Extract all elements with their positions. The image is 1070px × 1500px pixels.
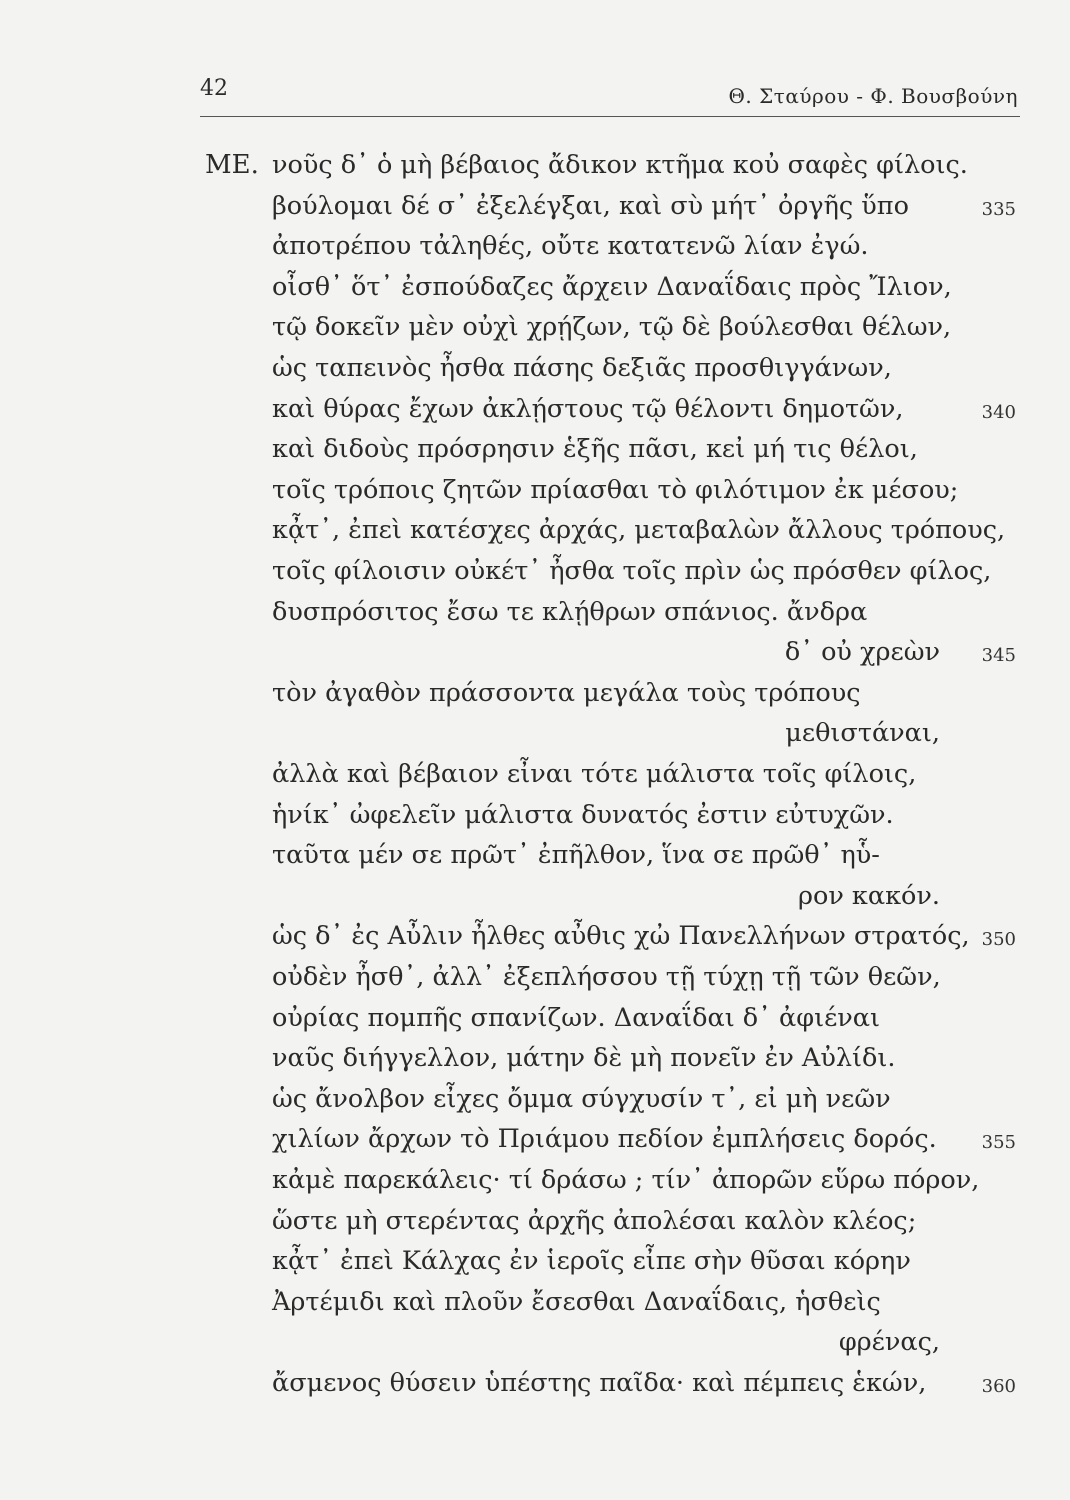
line-number: 350 bbox=[981, 929, 1016, 951]
page-number: 42 bbox=[200, 76, 228, 101]
verse-line: κᾆτ᾽, ἐπεὶ κατέσχες ἀρχάς, μεταβαλὼν ἄλλους τρόπους, bbox=[272, 515, 1006, 546]
verse-line: τῷ δοκεῖν μὲν οὐχὶ χρῄζων, τῷ δὲ βούλεσθαι θέλων, bbox=[272, 312, 952, 343]
line-number: 360 bbox=[981, 1376, 1016, 1397]
verse-line: καὶ διδοὺς πρόσρησιν ἑξῆς πᾶσι, κεἰ μή τις θέλοι, bbox=[272, 434, 918, 465]
verse-line: μεθιστάναι, bbox=[785, 718, 940, 749]
verse-line: τὸν ἀγαθὸν πράσσοντα μεγάλα τοὺς τρόπους bbox=[272, 677, 861, 708]
verse-line: οἶσθ᾽ ὅτ᾽ ἐσπούδαζες ἄρχειν Δαναΐδαις πρὸς Ἴλιον, bbox=[272, 271, 952, 302]
line-number: 340 bbox=[981, 401, 1016, 423]
verse-line: ἡνίκ᾽ ὠφελεῖν μάλιστα δυνατός ἐστιν εὐτυχῶν. bbox=[272, 799, 894, 830]
line-number: 345 bbox=[981, 645, 1016, 667]
verse-line: ἀποτρέπου τἀληθές, οὔτε κατατενῶ λίαν ἐγώ. bbox=[272, 231, 869, 262]
header-rule bbox=[200, 116, 1020, 117]
verse-line: κἀμὲ παρεκάλεις· τί δράσω ; τίν᾽ ἀπορῶν εὕρω πόρον, bbox=[272, 1165, 980, 1195]
verse-line: καὶ θύρας ἔχων ἀκλῄστους τῷ θέλοντι δημοτῶν, bbox=[272, 393, 904, 424]
verse-line: χιλίων ἄρχων τὸ Πριάμου πεδίον ἐμπλήσεις δορός. bbox=[272, 1124, 937, 1155]
verse-line: τοῖς τρόποις ζητῶν πρίασθαι τὸ φιλότιμον ἐκ μέσου; bbox=[272, 474, 959, 505]
verse-line: ὥστε μὴ στερέντας ἀρχῆς ἀπολέσαι καλὸν κλέος; bbox=[272, 1205, 917, 1236]
speaker-label: ΜΕ. bbox=[205, 150, 259, 180]
verse-line: οὐδὲν ἦσθ᾽, ἀλλ᾽ ἐξεπλήσσου τῇ τύχῃ τῇ τῶν θεῶν, bbox=[272, 962, 941, 992]
verse-line: δ᾽ οὐ χρεὼν bbox=[784, 637, 940, 668]
verse-line: ὡς ἄνολβον εἶχες ὄμμα σύγχυσίν τ᾽, εἰ μὴ νεῶν bbox=[272, 1083, 891, 1114]
verse-line: βούλομαι δέ σ᾽ ἐξελέγξαι, καὶ σὺ μήτ᾽ ὀργῆς ὕπο bbox=[272, 190, 909, 221]
line-number: 335 bbox=[981, 198, 1016, 220]
verse-line: τοῖς φίλοισιν οὐκέτ᾽ ἦσθα τοῖς πρὶν ὡς πρόσθεν φίλος, bbox=[272, 556, 992, 586]
verse-line: κᾆτ᾽ ἐπεὶ Κάλχας ἐν ἱεροῖς εἶπε σὴν θῦσαι κόρην bbox=[272, 1246, 911, 1277]
running-head: Θ. Σταύρου - Φ. Βουσβούνη bbox=[728, 84, 1018, 108]
verse-line: δυσπρόσιτος ἔσω τε κλῄθρων σπάνιος. ἄνδρα bbox=[272, 596, 868, 627]
verse-line: ρον κακόν. bbox=[797, 880, 940, 911]
verse-line: ταῦτα μέν σε πρῶτ᾽ ἐπῆλθον, ἵνα σε πρῶθ᾽ ηὗ- bbox=[272, 840, 880, 871]
verse-line: ἀλλὰ καὶ βέβαιον εἶναι τότε μάλιστα τοῖς φίλοις, bbox=[272, 759, 917, 789]
verse-line: ναῦς διήγγελλον, μάτην δὲ μὴ πονεῖν ἐν Αὐλίδι. bbox=[272, 1043, 896, 1074]
page-header bbox=[200, 70, 1020, 120]
verse-line: ὡς ταπεινὸς ἦσθα πάσης δεξιᾶς προσθιγγάνων, bbox=[272, 353, 892, 383]
verse-line: νοῦς δ᾽ ὁ μὴ βέβαιος ἄδικον κτῆμα κοὐ σαφὲς φίλοις. bbox=[272, 150, 968, 180]
line-number: 355 bbox=[981, 1132, 1016, 1154]
verse-line: οὐρίας πομπῆς σπανίζων. Δαναΐδαι δ᾽ ἀφιέναι bbox=[272, 1002, 881, 1033]
verse-line: φρένας, bbox=[838, 1327, 940, 1358]
verse-line: Ἀρτέμιδι καὶ πλοῦν ἔσεσθαι Δαναΐδαις, ἡσθεὶς bbox=[272, 1286, 881, 1317]
verse-line: ἄσμενος θύσειν ὑπέστης παῖδα· καὶ πέμπεις ἑκών, bbox=[272, 1368, 927, 1398]
verse-line: ὡς δ᾽ ἐς Αὖλιν ἦλθες αὖθις χὠ Πανελλήνων στρατός, bbox=[272, 921, 970, 952]
